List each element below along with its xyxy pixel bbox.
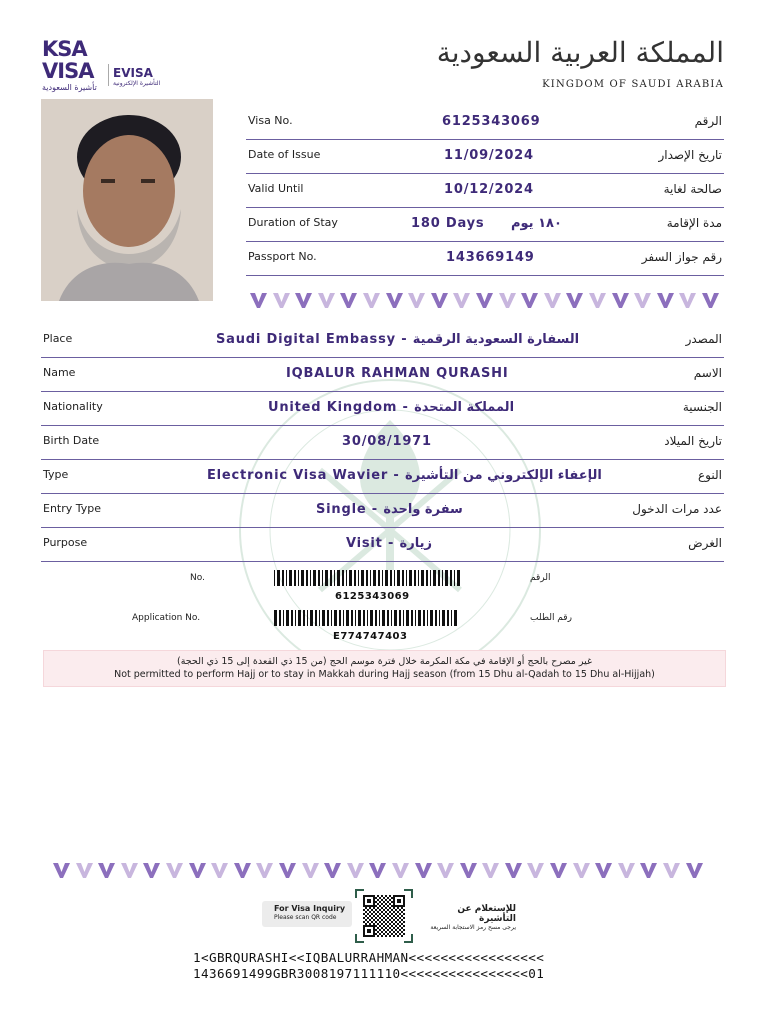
inquiry-en-sub: Please scan QR code — [274, 914, 337, 921]
chevron-mark — [550, 861, 567, 879]
field-row-birth-date — [41, 425, 724, 460]
chevron-mark — [544, 291, 561, 309]
label-ar-place: المصدر — [685, 332, 722, 346]
label-duration: Duration of Stay — [248, 216, 338, 229]
field-row-passport-no — [246, 241, 724, 276]
label-purpose: Purpose — [43, 536, 88, 549]
value-purpose: Visit - زيارة — [346, 536, 432, 551]
chevron-mark — [640, 861, 657, 879]
label-ar-birth-date: تاريخ الميلاد — [664, 434, 722, 448]
value-date-of-issue: 11/09/2024 — [444, 148, 534, 163]
label-ar-type: النوع — [698, 468, 722, 482]
chevron-mark — [347, 861, 364, 879]
value-place: Saudi Digital Embassy - السفارة السعودية الرقمية — [216, 332, 580, 347]
logo-arabic-text: تأشيرة السعودية — [42, 83, 97, 92]
hajj-notice — [43, 650, 726, 687]
chevron-mark — [431, 291, 448, 309]
field-row-purpose — [41, 527, 724, 562]
chevron-mark — [482, 861, 499, 879]
inquiry-en-box — [262, 901, 352, 927]
value-visa-no: 6125343069 — [442, 114, 541, 129]
chevron-mark — [702, 291, 719, 309]
label-ar-name: الاسم — [693, 366, 722, 380]
label-passport-no: Passport No. — [248, 250, 317, 263]
label-application-no: Application No. — [132, 613, 201, 623]
chevron-mark — [295, 291, 312, 309]
barcode-application-no-text: E774747403 — [333, 631, 408, 642]
field-row-nationality — [41, 391, 724, 426]
label-ar-passport-no: رقم جواز السفر — [641, 250, 722, 264]
chevron-mark — [476, 291, 493, 309]
chevron-mark — [279, 861, 296, 879]
chevron-mark — [460, 861, 477, 879]
label-valid-until: Valid Until — [248, 182, 304, 195]
inquiry-ar-sub: يرجى مسح رمز الاستجابة السريعة — [430, 924, 516, 931]
label-ar-nationality: الجنسية — [682, 400, 722, 414]
holder-photo — [41, 99, 213, 301]
chevron-mark — [76, 861, 93, 879]
chevron-mark — [663, 861, 680, 879]
barcode-visa-no-text: 6125343069 — [335, 591, 410, 602]
kingdom-arabic-title: المملكة العربية السعودية — [436, 36, 724, 69]
inquiry-ar-box — [418, 904, 516, 931]
qr-code[interactable] — [354, 888, 414, 944]
label-ar-valid-until: صالحة لغاية — [663, 182, 722, 196]
chevron-mark — [595, 861, 612, 879]
evisa-logo: EVISA — [113, 66, 153, 80]
chevron-mark — [415, 861, 432, 879]
chevron-mark — [256, 861, 273, 879]
field-row-duration — [246, 207, 724, 242]
label-ar-purpose: الغرض — [688, 536, 722, 550]
chevron-mark — [53, 861, 70, 879]
label-ar-duration: مدة الإقامة — [666, 216, 722, 230]
chevron-mark — [234, 861, 251, 879]
chevron-band-bottom — [53, 861, 708, 879]
chevron-mark — [363, 291, 380, 309]
label-ar-barcode-no: الرقم — [530, 573, 551, 583]
chevron-mark — [273, 291, 290, 309]
chevron-mark — [499, 291, 516, 309]
chevron-mark — [573, 861, 590, 879]
chevron-mark — [98, 861, 115, 879]
chevron-mark — [566, 291, 583, 309]
value-duration: 180 Days — [411, 216, 485, 231]
label-ar-visa-no: الرقم — [694, 114, 722, 128]
chevron-mark — [324, 861, 341, 879]
label-name: Name — [43, 366, 76, 379]
notice-arabic: غير مصرح بالحج أو الإقامة في مكة المكرمة خلال فترة موسم الحج (من 15 ذي القعدة إلى 15 ذي الحجة) — [177, 656, 592, 667]
logo-ksa-text: KSA — [42, 37, 87, 61]
visa-inquiry-panel — [262, 898, 516, 938]
value-passport-no: 143669149 — [446, 250, 535, 265]
label-birth-date: Birth Date — [43, 434, 100, 447]
chevron-mark — [340, 291, 357, 309]
value-name: IQBALUR RAHMAN QURASHI — [286, 366, 509, 381]
evisa-arabic: التأشيرة الإلكترونية — [113, 80, 161, 87]
label-entry-type: Entry Type — [43, 502, 102, 515]
label-nationality: Nationality — [43, 400, 103, 413]
value-nationality: United Kingdom - المملكة المتحدة — [268, 400, 515, 415]
chevron-mark — [657, 291, 674, 309]
label-place: Place — [43, 332, 73, 345]
chevron-band-top — [250, 291, 724, 309]
field-row-valid-until — [246, 173, 724, 208]
logo-visa-text: VISA — [42, 59, 94, 83]
chevron-mark — [250, 291, 267, 309]
barcode-application-no — [274, 610, 460, 626]
chevron-mark — [189, 861, 206, 879]
field-row-entry-type — [41, 493, 724, 528]
field-row-place — [41, 323, 724, 358]
chevron-mark — [318, 291, 335, 309]
chevron-mark — [437, 861, 454, 879]
chevron-mark — [453, 291, 470, 309]
value-entry-type: Single - سفرة واحدة — [316, 502, 463, 517]
chevron-mark — [302, 861, 319, 879]
field-row-visa-no — [246, 105, 724, 140]
chevron-mark — [408, 291, 425, 309]
chevron-mark — [527, 861, 544, 879]
label-date-of-issue: Date of Issue — [248, 148, 321, 161]
mrz-line-1: 1<GBRQURASHI<<IQBALURRAHMAN<<<<<<<<<<<<<<<<< — [193, 950, 545, 965]
label-ar-entry-type: عدد مرات الدخول — [632, 502, 722, 516]
notice-english: Not permitted to perform Hajj or to stay in Makkah during Hajj season (from 15 Dhu al-Qadah to 15 Dhu al-Hijjah) — [114, 669, 655, 680]
chevron-mark — [505, 861, 522, 879]
label-ar-application-no: رقم الطلب — [530, 613, 572, 623]
chevron-mark — [166, 861, 183, 879]
label-barcode-no: No. — [190, 573, 205, 583]
ksa-visa-logo — [42, 38, 104, 92]
label-ar-date-of-issue: تاريخ الإصدار — [658, 148, 722, 162]
value-type: Electronic Visa Wavier - الإعفاء الإلكتروني من التأشيرة — [207, 468, 602, 483]
kingdom-english-title: KINGDOM OF SAUDI ARABIA — [542, 79, 724, 90]
chevron-mark — [369, 861, 386, 879]
label-type: Type — [43, 468, 69, 481]
value-valid-until: 10/12/2024 — [444, 182, 534, 197]
chevron-mark — [521, 291, 538, 309]
chevron-mark — [612, 291, 629, 309]
field-row-name — [41, 357, 724, 392]
logo-divider — [108, 64, 109, 86]
field-row-type — [41, 459, 724, 494]
field-row-date-of-issue — [246, 139, 724, 174]
chevron-mark — [679, 291, 696, 309]
barcode-visa-no — [274, 570, 460, 586]
inquiry-ar-title: للإستعلام عن التأشيرة — [457, 904, 516, 924]
inquiry-en-title: For Visa Inquiry — [274, 904, 346, 913]
value-birth-date: 30/08/1971 — [342, 434, 432, 449]
chevron-mark — [618, 861, 635, 879]
chevron-mark — [589, 291, 606, 309]
chevron-mark — [386, 291, 403, 309]
chevron-mark — [392, 861, 409, 879]
chevron-mark — [686, 861, 703, 879]
chevron-mark — [634, 291, 651, 309]
chevron-mark — [121, 861, 138, 879]
chevron-mark — [211, 861, 228, 879]
label-visa-no: Visa No. — [248, 114, 293, 127]
mrz-line-2: 1436691499GBR3008197111110<<<<<<<<<<<<<<<<01 — [193, 966, 545, 981]
value-duration-ar: ١٨٠ يوم — [511, 216, 562, 231]
chevron-mark — [143, 861, 160, 879]
